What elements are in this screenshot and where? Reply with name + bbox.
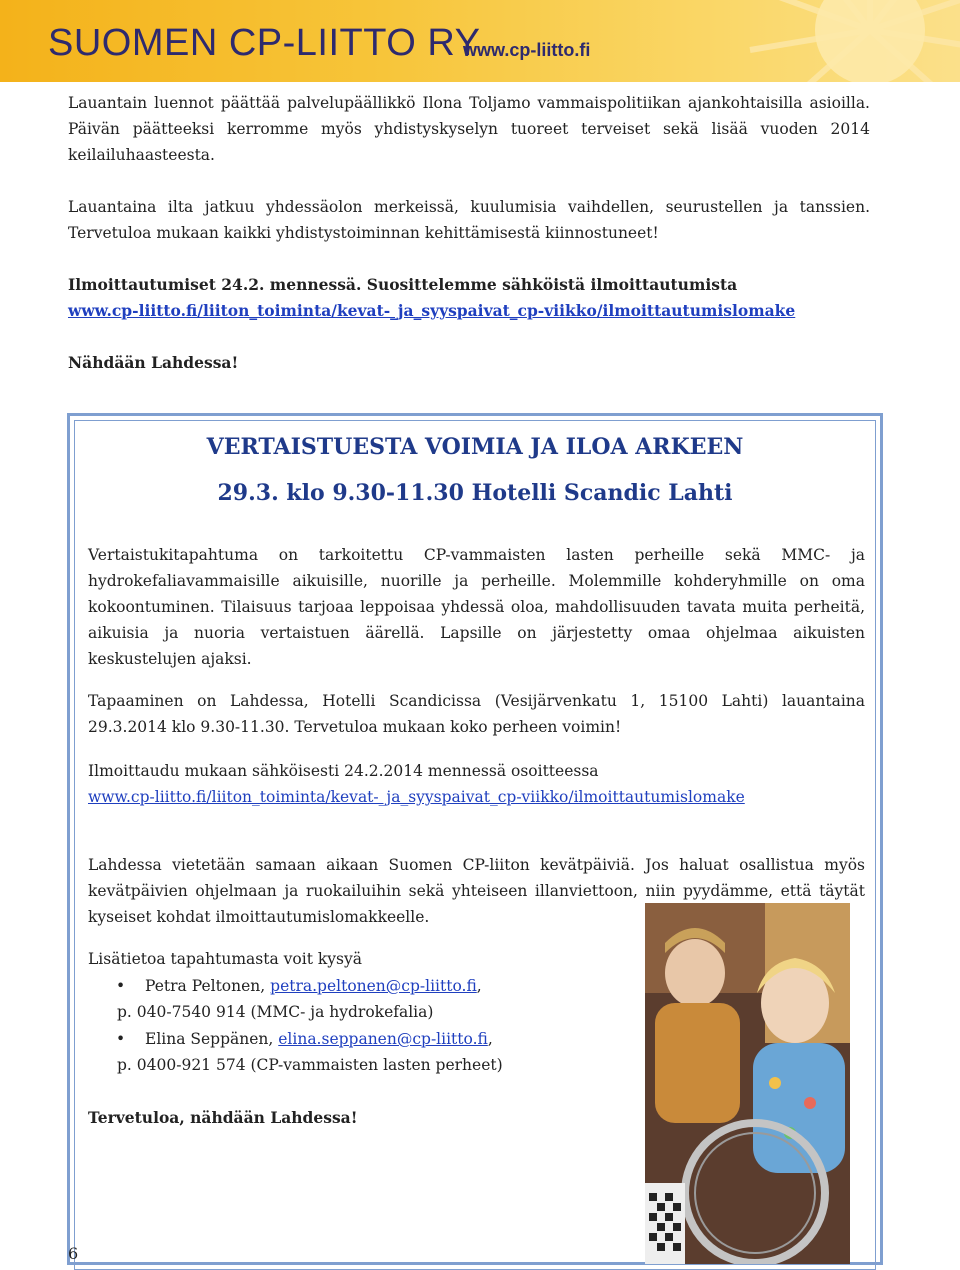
event-paragraph-3: Ilmoittaudu mukaan sähköisesti 24.2.2014 mennessä osoitteessa bbox=[88, 762, 599, 780]
bullet-icon: • bbox=[116, 1030, 126, 1048]
event-paragraph-1: Vertaistukitapahtuma on tarkoitettu CP-vammaisten lasten perheille sekä MMC- ja hydrokefaliavammaisille aikuisille, nuorille ja perheille. Molemmille kohderyhmille on oma kokoontuminen. Tilaisuus tarjoaa leppoisaa yhdessä oloa, mahdollisuuden tavata muita perheitä, aikuisia ja nuoria vertaistuen äärellä. Lapsille on järjestetty omaa ohjelmaa aikuisten keskustelujen ajaksi. bbox=[88, 546, 865, 668]
event-paragraph-4: Lahdessa vietetään samaan aikaan Suomen CP-liiton kevätpäiviä. Jos haluat osallistua myös kevätpäivien ohjelmaan ja ruokailuihin sekä yhteiseen illanviettoon, niin pyydämme, että täytät kyseiset kohdat ilmoittautumislomakkeelle. bbox=[88, 856, 865, 926]
registration-link[interactable]: www.cp-liitto.fi/liiton_toiminta/kevat-_ja_syyspaivat_cp-viikko/ilmoittautumislomake bbox=[68, 301, 796, 320]
intro-paragraph-1: Lauantain luennot päättää palvelupäällikkö Ilona Toljamo vammaispolitiikan ajankohtaisilla asioilla. Päivän päätteeksi kerromme myös yhdistyskyselyn tuoreet terveiset sekä lisää vuoden 2014 keilailuhaasteesta. bbox=[68, 94, 870, 164]
contact-1-name: Petra Peltonen, bbox=[145, 977, 271, 995]
children-photo-illustration bbox=[645, 903, 850, 1264]
contact-1 bbox=[145, 973, 625, 999]
contact-2-suffix: , bbox=[487, 1030, 493, 1048]
event-subtitle: 29.3. klo 9.30-11.30 Hotelli Scandic Lahti bbox=[217, 480, 733, 506]
intro-paragraph-2: Lauantaina ilta jatkuu yhdessäolon merkeissä, kuulumisia vaihdellen, seurustellen ja tanssien. Tervetuloa mukaan kaikki yhdistystoiminnan kehittämisestä kiinnostuneet! bbox=[68, 198, 870, 242]
contact-1-phone: p. 040-7540 914 (MMC- ja hydrokefalia) bbox=[117, 1003, 434, 1021]
event-title: VERTAISTUESTA VOIMIA JA ILOA ARKEEN bbox=[206, 434, 744, 460]
event-paragraph-2: Tapaaminen on Lahdessa, Hotelli Scandicissa (Vesijärvenkatu 1, 15100 Lahti) lauantaina 29.3.2014 klo 9.30-11.30. Tervetuloa mukaan koko perheen voimin! bbox=[88, 692, 865, 736]
see-you-text: Nähdään Lahdessa! bbox=[68, 353, 239, 372]
contact-2-name: Elina Seppänen, bbox=[145, 1030, 279, 1048]
org-url[interactable]: www.cp-liitto.fi bbox=[463, 40, 591, 60]
contact-2 bbox=[145, 1026, 625, 1052]
sun-logo-icon bbox=[740, 0, 960, 82]
contact-1-email[interactable]: petra.peltonen@cp-liitto.fi bbox=[270, 977, 477, 995]
registration-text: Ilmoittautumiset 24.2. mennessä. Suosittelemme sähköistä ilmoittautumista bbox=[68, 275, 738, 294]
bullet-icon: • bbox=[116, 977, 126, 995]
closing-text: Tervetuloa, nähdään Lahdessa! bbox=[88, 1108, 358, 1127]
contact-2-phone: p. 0400-921 574 (CP-vammaisten lasten perheet) bbox=[117, 1056, 503, 1074]
header-banner bbox=[0, 0, 960, 82]
info-lead: Lisätietoa tapahtumasta voit kysyä bbox=[88, 950, 362, 968]
org-name: SUOMEN CP-LIITTO RY bbox=[48, 22, 481, 64]
contact-1-suffix: , bbox=[476, 977, 482, 995]
page-number: 6 bbox=[68, 1244, 79, 1263]
contact-2-email[interactable]: elina.seppanen@cp-liitto.fi bbox=[278, 1030, 488, 1048]
children-photo bbox=[645, 903, 850, 1264]
event-registration-link[interactable]: www.cp-liitto.fi/liiton_toiminta/kevat-_ja_syyspaivat_cp-viikko/ilmoittautumislomake bbox=[88, 788, 745, 806]
